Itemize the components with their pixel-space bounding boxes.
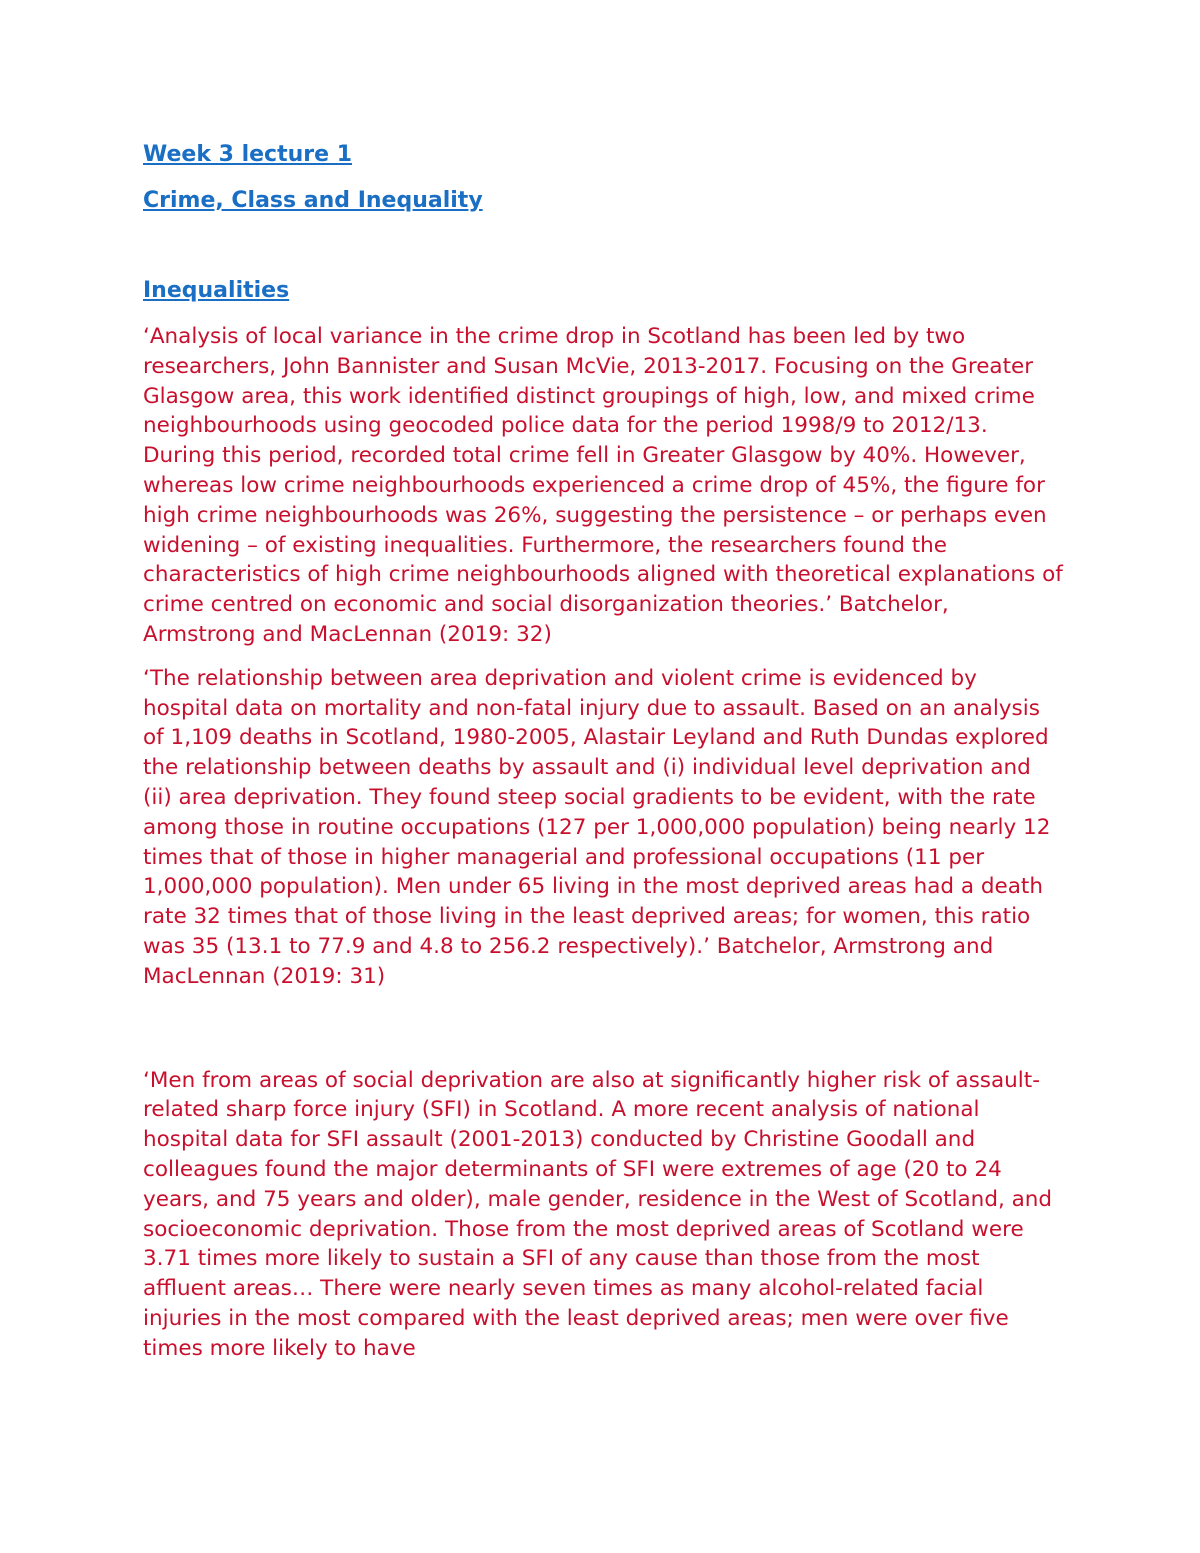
lecture-week-heading: Week 3 lecture 1 — [143, 142, 352, 167]
quote-paragraph-crime-drop: ‘Analysis of local variance in the crime drop in Scotland has been led by two researchers, John Bannister and Susan McVie, 2013-2017. Focusing on the Greater Glasgow area, this work identified distinct groupings of high, low, and mixed crime neighbourhoods using geocoded police data for the period 1998/9 to 2012/13. During this period, recorded total crime fell in Greater Glasgow by 40%. However, whereas low crime neighbourhoods experienced a crime drop of 45%, the figure for high crime neighbourhoods was 26%, suggesting the persistence – or perhaps even widening – of existing inequalities. Furthermore, the researchers found the characteristics of high crime neighbourhoods aligned with theoretical explanations of crime centred on economic and social disorganization theories.’ Batchelor, Armstrong and MacLennan (2019: 32) — [143, 324, 1063, 647]
lecture-title-heading: Crime, Class and Inequality — [143, 188, 483, 213]
quote-paragraph-deprivation-violence: ‘The relationship between area deprivation and violent crime is evidenced by hospital data on mortality and non-fatal injury due to assault. Based on an analysis of 1,109 deaths in Scotland, 1980-2005, Alastair Leyland and Ruth Dundas explored the relationship between deaths by assault and (i) individual level deprivation and (ii) area deprivation. They found steep social gradients to be evident, with the rate among those in routine occupations (127 per 1,000,000 population) being nearly 12 times that of those in higher managerial and professional occupations (11 per 1,000,000 population). Men under 65 living in the most deprived areas had a death rate 32 times that of those living in the least deprived areas; for women, this ratio was 35 (13.1 to 77.9 and 4.8 to 256.2 respectively).’ Batchelor, Armstrong and MacLennan (2019: 31) — [143, 665, 1051, 989]
section-heading-inequalities: Inequalities — [143, 278, 290, 303]
document-content — [143, 140, 1063, 1364]
quote-paragraph-sharp-force-injury: ‘Men from areas of social deprivation are also at significantly higher risk of assault-related sharp force injury (SFI) in Scotland. A more recent analysis of national hospital data for SFI assault (2001-2013) conducted by Christine Goodall and colleagues found the major determinants of SFI were extremes of age (20 to 24 years, and 75 years and older), male gender, residence in the West of Scotland, and socioeconomic deprivation. Those from the most deprived areas of Scotland were 3.71 times more likely to sustain a SFI of any cause than those from the most affluent areas… There were nearly seven times as many alcohol-related facial injuries in the most compared with the least deprived areas; men were over five times more likely to have — [143, 1067, 1053, 1361]
